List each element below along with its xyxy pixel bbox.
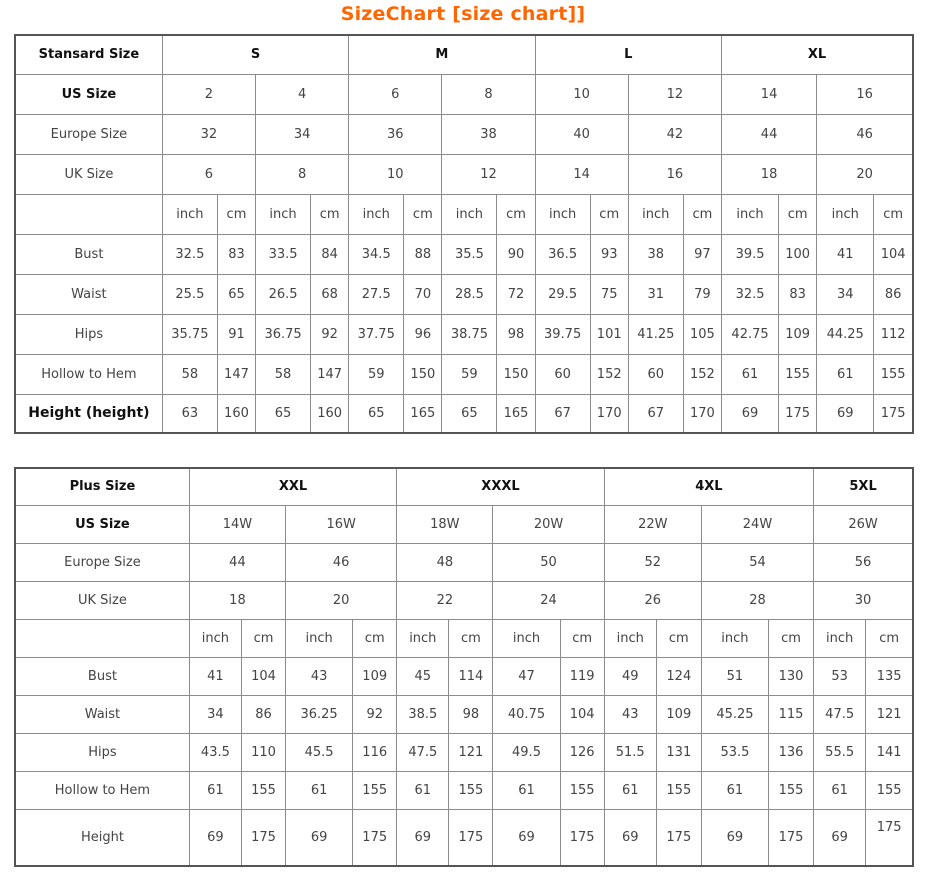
table-cell: 37.75 (349, 314, 404, 354)
table-cell: 92 (311, 314, 349, 354)
table-cell: 72 (497, 274, 535, 314)
unit-inch: inch (286, 619, 353, 657)
measurement-row (15, 657, 913, 695)
table-cell: 20 (286, 581, 397, 619)
table-cell: 98 (497, 314, 535, 354)
unit-inch: inch (721, 194, 778, 234)
table-cell: 46 (817, 114, 913, 154)
table-cell: 60 (535, 354, 590, 394)
table-cell: 26W (814, 505, 913, 543)
row-label: Waist (15, 274, 162, 314)
table-cell: 155 (874, 354, 913, 394)
row-label: US Size (15, 74, 162, 114)
table-cell: 46 (286, 543, 397, 581)
table-cell: 47.5 (814, 695, 866, 733)
table-cell: 175 (353, 809, 397, 866)
table-cell: 51.5 (604, 733, 656, 771)
table-cell: 58 (256, 354, 311, 394)
table-cell: 25.5 (162, 274, 217, 314)
table-cell: 88 (404, 234, 442, 274)
uk-size-row (15, 154, 913, 194)
size-group-xxl: XXL (189, 468, 396, 505)
table-cell: 16 (817, 74, 913, 114)
table-cell: 160 (311, 394, 349, 433)
table-cell: 65 (256, 394, 311, 433)
table-cell: 61 (493, 771, 560, 809)
table-cell: 155 (768, 771, 813, 809)
table-cell: 155 (656, 771, 701, 809)
unit-cm: cm (497, 194, 535, 234)
table-cell: 155 (449, 771, 493, 809)
table-cell: 45 (397, 657, 449, 695)
table-cell: 175 (449, 809, 493, 866)
table-cell: 38.75 (442, 314, 497, 354)
unit-inch: inch (442, 194, 497, 234)
table-cell: 12 (628, 74, 721, 114)
table-cell: 16 (628, 154, 721, 194)
unit-inch: inch (817, 194, 874, 234)
table-cell: 27.5 (349, 274, 404, 314)
unit-inch: inch (397, 619, 449, 657)
unit-cm: cm (656, 619, 701, 657)
table-cell: 63 (162, 394, 217, 433)
table-cell: 18 (189, 581, 285, 619)
table-cell: 96 (404, 314, 442, 354)
empty-cell (15, 619, 189, 657)
table-cell: 92 (353, 695, 397, 733)
table-cell: 121 (449, 733, 493, 771)
unit-cm: cm (590, 194, 628, 234)
table-cell: 61 (814, 771, 866, 809)
table-cell: 26.5 (256, 274, 311, 314)
table-cell: 38 (442, 114, 535, 154)
table-cell: 55.5 (814, 733, 866, 771)
header-label: Plus Size (15, 468, 189, 505)
measurement-row (15, 274, 913, 314)
unit-cm: cm (779, 194, 817, 234)
table-cell: 90 (497, 234, 535, 274)
table-cell: 135 (866, 657, 913, 695)
table-cell: 136 (768, 733, 813, 771)
table-cell: 61 (286, 771, 353, 809)
table-cell: 6 (162, 154, 255, 194)
table-cell: 83 (217, 234, 255, 274)
unit-inch: inch (535, 194, 590, 234)
table-cell: 150 (497, 354, 535, 394)
table-cell: 39.5 (721, 234, 778, 274)
unit-cm: cm (683, 194, 721, 234)
size-group-l: L (535, 35, 721, 74)
table-cell: 49 (604, 657, 656, 695)
size-group-row (15, 468, 913, 505)
row-label: US Size (15, 505, 189, 543)
table-cell: 69 (493, 809, 560, 866)
table-cell: 109 (779, 314, 817, 354)
table-cell: 28.5 (442, 274, 497, 314)
table-cell: 41.25 (628, 314, 683, 354)
table-cell: 10 (349, 154, 442, 194)
table-cell: 18 (721, 154, 816, 194)
table-cell: 34 (256, 114, 349, 154)
table-cell: 22 (397, 581, 493, 619)
table-cell: 114 (449, 657, 493, 695)
table-cell: 112 (874, 314, 913, 354)
table-cell: 131 (656, 733, 701, 771)
table-cell: 79 (683, 274, 721, 314)
europe-size-row (15, 543, 913, 581)
table-cell: 170 (590, 394, 628, 433)
empty-cell (15, 194, 162, 234)
unit-cm: cm (404, 194, 442, 234)
table-cell: 31 (628, 274, 683, 314)
row-label: UK Size (15, 154, 162, 194)
table-cell: 130 (768, 657, 813, 695)
size-group-xl: XL (721, 35, 913, 74)
table-cell: 175 (560, 809, 604, 866)
table-cell: 56 (814, 543, 913, 581)
table-cell: 41 (817, 234, 874, 274)
measurement-row (15, 314, 913, 354)
unit-cm: cm (866, 619, 913, 657)
table-cell: 119 (560, 657, 604, 695)
table-cell: 18W (397, 505, 493, 543)
table-cell: 69 (286, 809, 353, 866)
table-cell: 34 (189, 695, 241, 733)
measurement-row (15, 733, 913, 771)
table-cell: 32.5 (721, 274, 778, 314)
measurement-row (15, 394, 913, 433)
table-cell: 54 (701, 543, 813, 581)
table-cell: 105 (683, 314, 721, 354)
table-cell: 10 (535, 74, 628, 114)
table-cell: 109 (353, 657, 397, 695)
table-cell: 165 (497, 394, 535, 433)
unit-inch: inch (604, 619, 656, 657)
table-cell: 75 (590, 274, 628, 314)
table-cell: 24 (493, 581, 604, 619)
table-cell: 43.5 (189, 733, 241, 771)
table-cell: 24W (701, 505, 813, 543)
table-cell: 104 (241, 657, 285, 695)
row-label: Hips (15, 314, 162, 354)
size-group-m: M (349, 35, 535, 74)
table-cell: 67 (628, 394, 683, 433)
unit-cm: cm (311, 194, 349, 234)
table-cell: 36 (349, 114, 442, 154)
table-cell: 175 (656, 809, 701, 866)
row-label: Hollow to Hem (15, 354, 162, 394)
table-cell: 38 (628, 234, 683, 274)
table-cell: 35.75 (162, 314, 217, 354)
table-cell: 61 (721, 354, 778, 394)
table-cell: 155 (560, 771, 604, 809)
table-cell: 110 (241, 733, 285, 771)
table-cell: 124 (656, 657, 701, 695)
table-cell: 49.5 (493, 733, 560, 771)
unit-inch: inch (814, 619, 866, 657)
size-group-xxxl: XXXL (397, 468, 604, 505)
table-cell: 86 (241, 695, 285, 733)
size-group-5xl: 5XL (814, 468, 913, 505)
table-cell: 34.5 (349, 234, 404, 274)
table-cell: 40 (535, 114, 628, 154)
table-cell: 175 (866, 809, 913, 866)
table-cell: 32 (162, 114, 255, 154)
table-cell: 26 (604, 581, 701, 619)
table-cell: 48 (397, 543, 493, 581)
table-cell: 84 (311, 234, 349, 274)
unit-inch: inch (701, 619, 768, 657)
table-cell: 50 (493, 543, 604, 581)
unit-cm: cm (768, 619, 813, 657)
us-size-row (15, 74, 913, 114)
size-chart-title: SizeChart [size chart]] (340, 3, 586, 25)
header-label: Stansard Size (15, 35, 162, 74)
table-cell: 165 (404, 394, 442, 433)
table-cell: 86 (874, 274, 913, 314)
row-label: Hollow to Hem (15, 771, 189, 809)
measurement-row (15, 809, 913, 866)
measurement-row (15, 354, 913, 394)
table-cell: 152 (590, 354, 628, 394)
table-cell: 36.75 (256, 314, 311, 354)
table-cell: 45.25 (701, 695, 768, 733)
size-group-row (15, 35, 913, 74)
table-cell: 104 (874, 234, 913, 274)
unit-cm: cm (241, 619, 285, 657)
row-label: Bust (15, 657, 189, 695)
table-cell: 28 (701, 581, 813, 619)
table-cell: 61 (604, 771, 656, 809)
table-cell: 40.75 (493, 695, 560, 733)
measurement-row (15, 695, 913, 733)
table-cell: 155 (241, 771, 285, 809)
table-cell: 116 (353, 733, 397, 771)
table-cell: 61 (397, 771, 449, 809)
table-cell: 147 (217, 354, 255, 394)
table-cell: 33.5 (256, 234, 311, 274)
table-cell: 43 (604, 695, 656, 733)
row-label: Waist (15, 695, 189, 733)
uk-size-row (15, 581, 913, 619)
table-cell: 6 (349, 74, 442, 114)
table-cell: 67 (535, 394, 590, 433)
table-cell: 61 (817, 354, 874, 394)
table-cell: 44 (189, 543, 285, 581)
unit-cm: cm (217, 194, 255, 234)
unit-cm: cm (560, 619, 604, 657)
table-cell: 65 (349, 394, 404, 433)
table-cell: 65 (442, 394, 497, 433)
table-cell: 175 (874, 394, 913, 433)
table-cell: 175 (779, 394, 817, 433)
row-label: Bust (15, 234, 162, 274)
table-cell: 170 (683, 394, 721, 433)
table-cell: 97 (683, 234, 721, 274)
table-cell: 45.5 (286, 733, 353, 771)
us-size-row (15, 505, 913, 543)
table-cell: 2 (162, 74, 255, 114)
plus-size-table (14, 467, 914, 867)
table-cell: 175 (241, 809, 285, 866)
table-cell: 69 (604, 809, 656, 866)
table-cell: 59 (349, 354, 404, 394)
standard-size-table (14, 34, 914, 434)
table-cell: 32.5 (162, 234, 217, 274)
row-label: Europe Size (15, 543, 189, 581)
europe-size-row (15, 114, 913, 154)
row-label: Europe Size (15, 114, 162, 154)
table-cell: 69 (721, 394, 778, 433)
table-cell: 47.5 (397, 733, 449, 771)
table-cell: 30 (814, 581, 913, 619)
table-cell: 8 (442, 74, 535, 114)
table-cell: 58 (162, 354, 217, 394)
table-cell: 115 (768, 695, 813, 733)
table-cell: 20 (817, 154, 913, 194)
table-cell: 155 (353, 771, 397, 809)
table-cell: 14 (535, 154, 628, 194)
table-cell: 53.5 (701, 733, 768, 771)
table-cell: 20W (493, 505, 604, 543)
table-cell: 60 (628, 354, 683, 394)
unit-inch: inch (628, 194, 683, 234)
table-cell: 104 (560, 695, 604, 733)
table-cell: 61 (189, 771, 241, 809)
table-cell: 39.75 (535, 314, 590, 354)
table-cell: 126 (560, 733, 604, 771)
table-cell: 16W (286, 505, 397, 543)
table-cell: 12 (442, 154, 535, 194)
unit-cm: cm (353, 619, 397, 657)
table-cell: 141 (866, 733, 913, 771)
unit-inch: inch (189, 619, 241, 657)
table-cell: 43 (286, 657, 353, 695)
table-cell: 51 (701, 657, 768, 695)
table-cell: 69 (397, 809, 449, 866)
table-cell: 4 (256, 74, 349, 114)
table-cell: 52 (604, 543, 701, 581)
row-label: Height (15, 809, 189, 866)
unit-inch: inch (256, 194, 311, 234)
table-cell: 69 (814, 809, 866, 866)
table-cell: 36.5 (535, 234, 590, 274)
table-cell: 175 (768, 809, 813, 866)
table-cell: 109 (656, 695, 701, 733)
table-cell: 70 (404, 274, 442, 314)
table-cell: 36.25 (286, 695, 353, 733)
table-cell: 155 (779, 354, 817, 394)
table-cell: 65 (217, 274, 255, 314)
unit-inch: inch (349, 194, 404, 234)
table-cell: 98 (449, 695, 493, 733)
table-cell: 101 (590, 314, 628, 354)
table-cell: 69 (701, 809, 768, 866)
table-cell: 121 (866, 695, 913, 733)
row-label: UK Size (15, 581, 189, 619)
table-cell: 14W (189, 505, 285, 543)
table-cell: 155 (866, 771, 913, 809)
unit-inch: inch (162, 194, 217, 234)
unit-cm: cm (449, 619, 493, 657)
table-cell: 69 (817, 394, 874, 433)
table-cell: 22W (604, 505, 701, 543)
table-cell: 35.5 (442, 234, 497, 274)
table-cell: 91 (217, 314, 255, 354)
table-cell: 34 (817, 274, 874, 314)
unit-cm: cm (874, 194, 913, 234)
table-cell: 8 (256, 154, 349, 194)
table-cell: 100 (779, 234, 817, 274)
size-group-s: S (162, 35, 348, 74)
row-label: Hips (15, 733, 189, 771)
measurement-row (15, 234, 913, 274)
table-cell: 68 (311, 274, 349, 314)
table-cell: 47 (493, 657, 560, 695)
table-cell: 14 (721, 74, 816, 114)
table-cell: 29.5 (535, 274, 590, 314)
table-cell: 83 (779, 274, 817, 314)
unit-row (15, 619, 913, 657)
table-cell: 38.5 (397, 695, 449, 733)
table-cell: 41 (189, 657, 241, 695)
size-group-4xl: 4XL (604, 468, 813, 505)
table-cell: 152 (683, 354, 721, 394)
table-cell: 53 (814, 657, 866, 695)
table-cell: 93 (590, 234, 628, 274)
unit-row (15, 194, 913, 234)
table-cell: 61 (701, 771, 768, 809)
table-cell: 150 (404, 354, 442, 394)
table-cell: 44.25 (817, 314, 874, 354)
table-cell: 69 (189, 809, 241, 866)
unit-inch: inch (493, 619, 560, 657)
table-cell: 147 (311, 354, 349, 394)
table-cell: 42 (628, 114, 721, 154)
table-cell: 44 (721, 114, 816, 154)
measurement-row (15, 771, 913, 809)
table-cell: 160 (217, 394, 255, 433)
table-cell: 59 (442, 354, 497, 394)
table-cell: 42.75 (721, 314, 778, 354)
row-label: Height (height) (15, 394, 162, 433)
